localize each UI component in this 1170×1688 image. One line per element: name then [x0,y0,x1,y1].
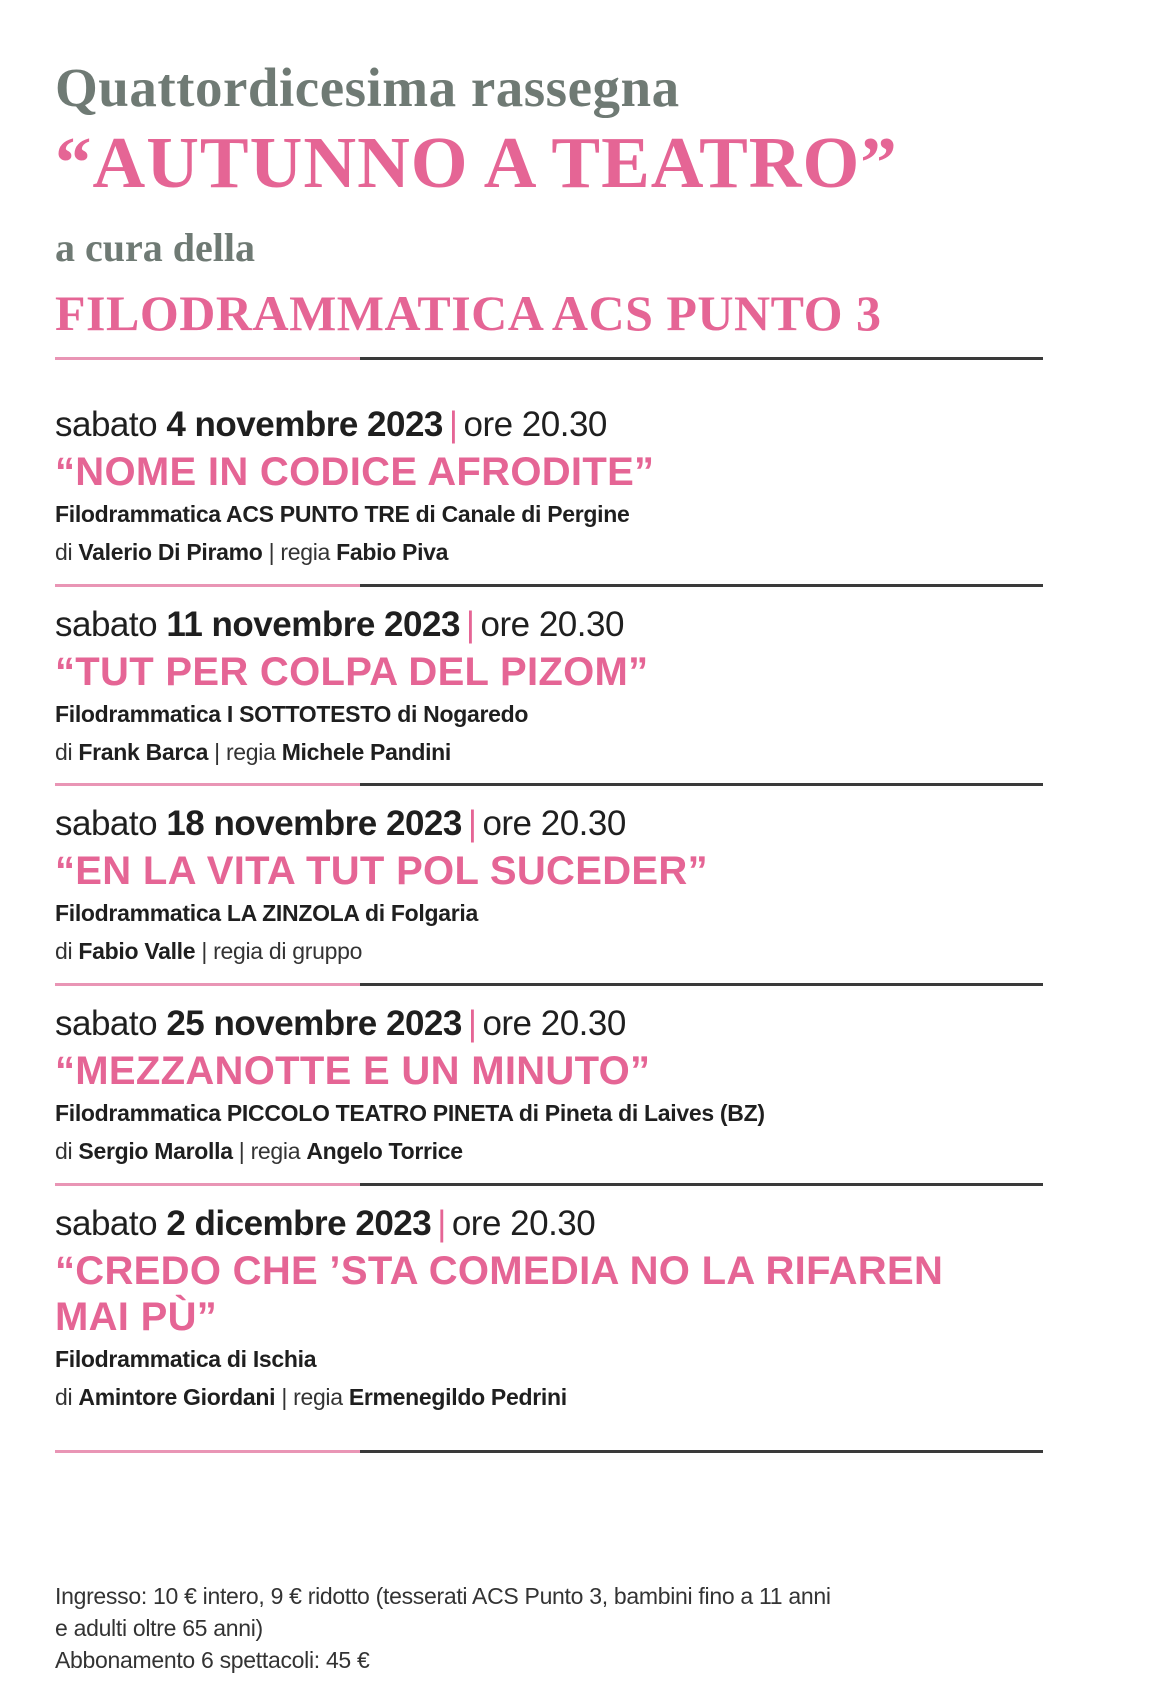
event-date: 4 novembre 2023 [166,405,443,444]
author-label: di [55,739,73,765]
divider [55,584,1043,587]
event-director: Michele Pandini [281,739,452,765]
event-date: 2 dicembre 2023 [166,1204,432,1243]
header [55,52,1055,346]
author-label: di [55,938,73,964]
event-title: “NOME IN CODICE AFRODITE” [55,450,655,494]
separator: | [268,539,275,565]
event-company: Filodrammatica PICCOLO TEATRO PINETA di Pineta di Laives (BZ) [55,1100,765,1126]
director-label: regia [213,938,263,964]
event-credits [55,535,1055,569]
event-company: Filodrammatica LA ZINZOLA di Folgaria [55,900,478,926]
event-title: “CREDO CHE ’STA COMEDIA NO LA RIFAREN MAI PÙ” [55,1249,944,1339]
event-date-line [55,603,1055,647]
event-item [55,603,1055,769]
event-date-line [55,403,1055,447]
event-title: “MEZZANOTTE E UN MINUTO” [55,1049,651,1093]
organizer-name: FILODRAMMATICA ACS PUNTO 3 [55,285,882,341]
event-time: ore 20.30 [482,804,626,843]
event-credits [55,735,1055,769]
event-author: Valerio Di Piramo [78,539,263,565]
separator: | [467,1004,477,1043]
separator: | [238,1138,245,1164]
event-company: Filodrammatica I SOTTOTESTO di Nogaredo [55,701,529,727]
event-author: Fabio Valle [78,938,196,964]
header-line-1: Quattordicesima rassegna [55,57,680,118]
ticket-info [55,1580,1055,1676]
ticket-price-line-cont: e adulti oltre 65 anni) [55,1615,263,1641]
event-date: 25 novembre 2023 [166,1004,462,1043]
divider [55,1183,1043,1186]
event-company: Filodrammatica di Ischia [55,1346,317,1372]
event-date-line [55,1002,1055,1046]
event-director: Ermenegildo Pedrini [348,1384,567,1410]
separator: | [214,739,220,765]
author-label: di [55,1384,73,1410]
subscription-price: Abbonamento 6 spettacoli: 45 € [55,1647,370,1673]
event-author: Frank Barca [78,739,209,765]
director-label: regia [280,539,331,565]
event-director: Fabio Piva [336,539,449,565]
event-day: sabato [55,605,158,644]
event-date: 18 novembre 2023 [166,804,462,843]
separator: | [281,1384,287,1410]
event-director: Angelo Torrice [306,1138,463,1164]
director-label: regia [293,1384,343,1410]
divider [55,357,1043,360]
header-line-3: a cura della [55,225,255,270]
event-time: ore 20.30 [463,405,607,444]
event-director: di gruppo [268,938,363,964]
separator: | [448,405,458,444]
ticket-price-line: Ingresso: 10 € intero, 9 € ridotto (tesserati ACS Punto 3, bambini fino a 11 anni [55,1583,831,1609]
separator: | [201,938,208,964]
event-item [55,403,1055,569]
event-item [55,1002,1055,1168]
event-title: “TUT PER COLPA DEL PIZOM” [55,650,649,694]
event-author: Amintore Giordani [78,1384,276,1410]
divider [55,983,1043,986]
event-time: ore 20.30 [482,1004,626,1043]
event-day: sabato [55,1004,158,1043]
event-credits [55,934,1055,968]
divider [55,1450,1043,1453]
author-label: di [55,1138,73,1164]
event-date-line [55,1202,1055,1246]
divider [55,783,1043,786]
event-time: ore 20.30 [480,605,624,644]
event-day: sabato [55,405,158,444]
separator: | [437,1204,446,1243]
director-label: regia [225,739,276,765]
event-day: sabato [55,804,158,843]
event-day: sabato [55,1204,158,1243]
author-label: di [55,539,73,565]
festival-title: “AUTUNNO A TEATRO” [55,122,898,203]
event-credits [55,1380,1055,1414]
separator: | [465,605,475,644]
event-item [55,1202,1055,1414]
event-item [55,802,1055,968]
event-time: ore 20.30 [451,1204,596,1243]
event-author: Sergio Marolla [78,1138,233,1164]
event-title: “EN LA VITA TUT POL SUCEDER” [55,849,708,893]
director-label: regia [250,1138,301,1164]
event-company: Filodrammatica ACS PUNTO TRE di Canale di Pergine [55,501,630,527]
separator: | [467,804,477,843]
event-credits [55,1134,1055,1168]
event-date: 11 novembre 2023 [166,605,460,644]
event-date-line [55,802,1055,846]
